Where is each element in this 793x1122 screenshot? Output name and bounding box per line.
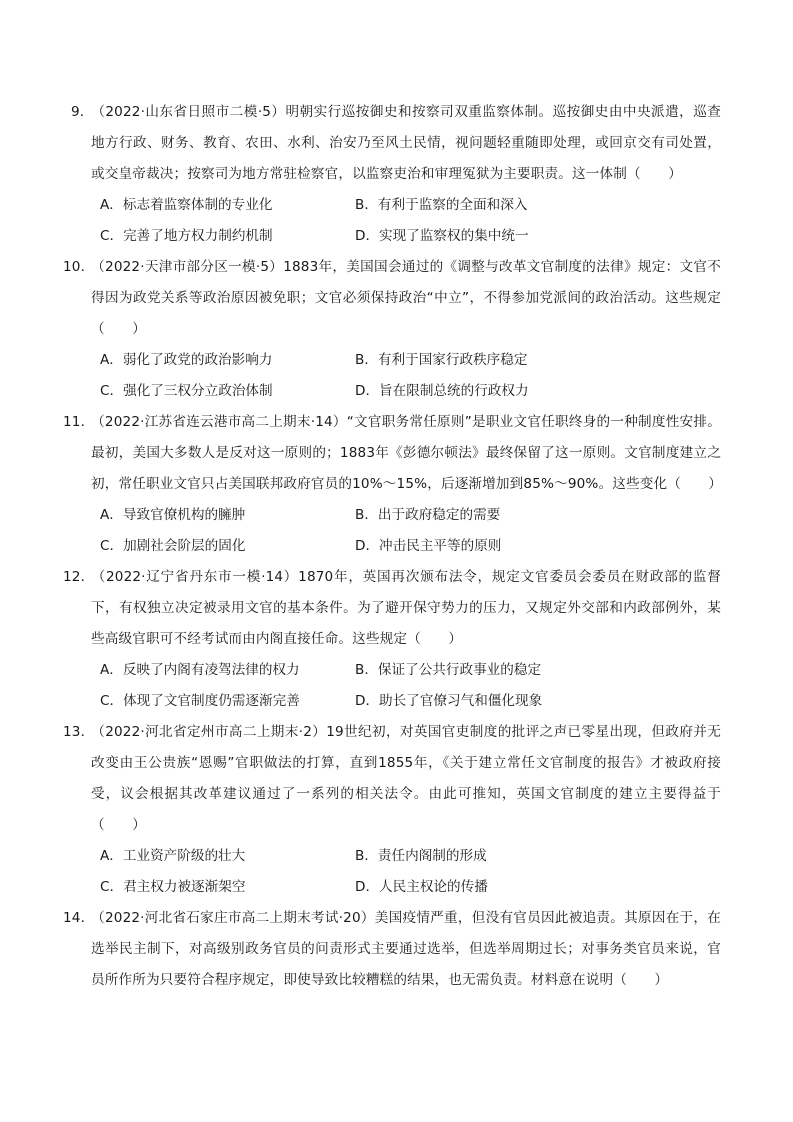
question-text: 明朝实行巡按御史和按察司双重监察体制。巡按御史由中央派遣，巡查地方行政、财务、教育、农田、水利、治安乃至风土民情，视问题轻重随即处理，或回京交有司处置，或交皇帝裁决；按察司为地方常驻检察官，以监察吏治和审理冤狱为主要职责。这一体制（ ）: [91, 104, 722, 182]
question-number: 14．: [63, 910, 95, 926]
question-stem: [63, 252, 721, 345]
question-number: 13．: [63, 724, 95, 740]
question-source: （2022·河北省石家庄市高二上期末考试·20）: [91, 910, 375, 926]
question-source: （2022·河北省定州市高二上期末·2）: [91, 724, 327, 740]
option-c[interactable]: C．加剧社会阶层的固化: [100, 538, 246, 554]
question-number: 12．: [63, 569, 95, 585]
option-d[interactable]: D．人民主权论的传播: [355, 879, 488, 895]
option-b[interactable]: B．保证了公共行政事业的稳定: [355, 662, 542, 678]
question-number: 9．: [71, 104, 94, 120]
question-number: 11．: [63, 414, 95, 430]
option-d[interactable]: D．冲击民主平等的原则: [355, 538, 502, 554]
option-b[interactable]: B．有利于监察的全面和深入: [355, 197, 528, 213]
option-a[interactable]: A．反映了内阁有凌驾法律的权力: [100, 662, 300, 678]
question-text: “文官职务常任原则”是职业文官任职终身的一种制度性安排。最初，美国大多数人是反对这一原则的；1883年《彭德尔顿法》最终保留了这一原则。文官制度建立之初，常任职业文官只占美国联邦政府官员的10%～15%，后逐渐增加到85%～90%。这些变化（ ）: [91, 414, 723, 492]
question-text: 美国疫情严重，但没有官员因此被追责。其原因在于，在选举民主制下，对高级别政务官员的问责形式主要通过选举，但选举周期过长；对事务类官员来说，官员所作所为只要符合程序规定，即使导致比较糟糕的结果，也无需负责。材料意在说明（ ）: [91, 910, 722, 988]
question-stem: [63, 903, 722, 996]
question-source: （2022·辽宁省丹东市一模·14）: [91, 569, 299, 585]
question-10: [63, 252, 721, 407]
question-text: 1870年，英国再次颁布法令，规定文官委员会委员在财政部的监督下，有权独立决定被录用文官的基本条件。为了避开保守势力的压力，又规定外交部和内政部例外，某些高级官职可不经考试而由内阁直接任命。这些规定（ ）: [91, 569, 721, 647]
question-14: [63, 903, 722, 996]
option-c[interactable]: C．君主权力被逐渐架空: [100, 879, 246, 895]
question-stem: [63, 562, 721, 655]
question-11: [63, 407, 723, 562]
option-a[interactable]: A．标志着监察体制的专业化: [100, 197, 273, 213]
option-c[interactable]: C．强化了三权分立政治体制: [100, 383, 273, 399]
question-number: 10．: [63, 259, 95, 275]
option-group: [91, 190, 721, 252]
question-source: （2022·天津市部分区一模·5）: [91, 259, 284, 275]
option-b[interactable]: B．责任内阁制的形成: [355, 848, 487, 864]
option-group: [91, 841, 721, 903]
question-text: 1883年，美国国会通过的《调整与改革文官制度的法律》规定：文官不得因为政党关系等政治原因被免职；文官必须保持政治“中立”，不得参加党派间的政治活动。这些规定（ ）: [91, 259, 721, 337]
question-stem: [63, 407, 723, 500]
option-b[interactable]: B．出于政府稳定的需要: [355, 507, 501, 523]
option-d[interactable]: D．实现了监察权的集中统一: [355, 228, 529, 244]
question-stem: [63, 717, 721, 841]
question-source: （2022·山东省日照市二模·5）: [91, 104, 286, 120]
question-13: [63, 717, 721, 903]
option-group: [91, 655, 721, 717]
option-a[interactable]: A．工业资产阶级的壮大: [100, 848, 246, 864]
option-group: [91, 500, 721, 562]
option-d[interactable]: D．助长了官僚习气和僵化现象: [355, 693, 543, 709]
question-9: [71, 97, 722, 252]
option-d[interactable]: D．旨在限制总统的行政权力: [355, 383, 529, 399]
question-stem: [71, 97, 722, 190]
option-a[interactable]: A．弱化了政党的政治影响力: [100, 352, 273, 368]
question-source: （2022·江苏省连云港市高二上期末·14）: [91, 414, 347, 430]
question-12: [63, 562, 721, 717]
option-b[interactable]: B．有利于国家行政秩序稳定: [355, 352, 528, 368]
option-c[interactable]: C．体现了文官制度仍需逐渐完善: [100, 693, 300, 709]
option-a[interactable]: A．导致官僚机构的臃肿: [100, 507, 246, 523]
question-list: [63, 97, 723, 996]
option-group: [91, 345, 721, 407]
question-text: 19世纪初，对英国官吏制度的批评之声已零星出现，但政府并无改变由王公贵族“恩赐”官职做法的打算，直到1855年，《关于建立常任文官制度的报告》才被政府接受，议会根据其改革建议通过了一系列的相关法令。由此可推知，英国文官制度的建立主要得益于（ ）: [91, 724, 721, 833]
option-c[interactable]: C．完善了地方权力制约机制: [100, 228, 273, 244]
